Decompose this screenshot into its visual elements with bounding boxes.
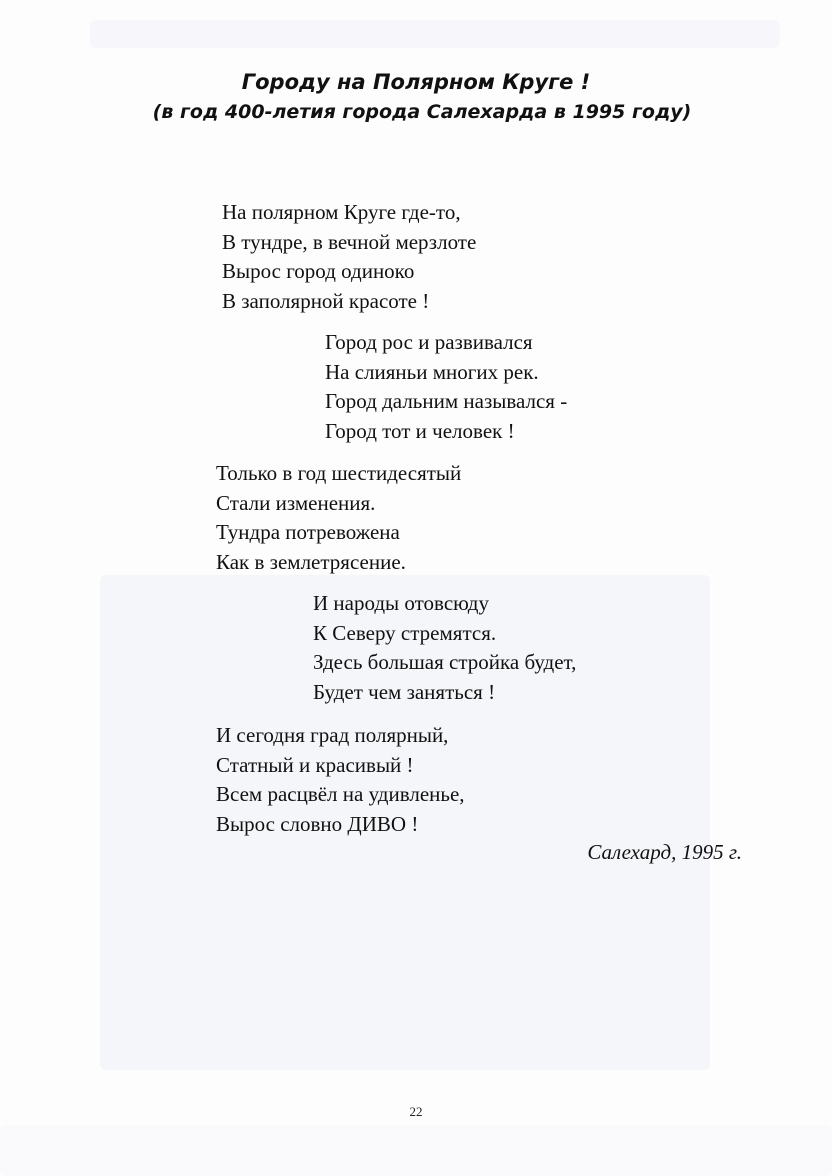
stanza [325,328,567,446]
poem-line: Всем расцвёл на удивленье, [216,782,465,806]
scan-shadow [90,20,780,48]
poem-subtitle: (в год 400-летия города Салехарда в 1995 году) [152,101,692,123]
poem-line: И народы отовсюду [313,591,489,615]
poem-line: Будет чем заняться ! [313,679,496,704]
poem-line: Вырос словно ДИВО ! [216,811,419,836]
stanza [216,459,461,577]
poem-line: Тундра потревожена [216,520,400,544]
poem-line: Стали изменения. [216,490,376,515]
poem-line: Город тот и человек ! [325,418,515,443]
page-number: 22 [409,1104,423,1119]
poem-line: Город дальним назывался - [325,389,568,413]
stanza [313,589,576,707]
poem-line: Как в землетрясение. [216,549,406,574]
poem-line: На слияньи многих рек. [325,359,539,384]
poem-line: Здесь большая стройка будет, [313,650,577,674]
scan-shadow [0,1125,832,1176]
stanza [222,198,476,316]
poem-line: В тундре, в вечной мерзлоте [222,229,477,254]
poem-line: Город рос и развивался [325,330,533,354]
signature: Салехард, 1995 г. [587,840,742,864]
poem-line: Статный и красивый ! [216,752,414,777]
poem-line: В заполярной красоте ! [222,288,430,313]
poem-line: Только в год шестидесятый [216,461,462,485]
stanza [216,721,465,839]
poem-line: На полярном Круге где-то, [222,200,461,224]
poem-line: Вырос город одиноко [222,259,415,283]
poem-line: К Северу стремятся. [313,620,497,645]
poem-line: И сегодня град полярный, [216,723,449,747]
poem-title: Городу на Полярном Круге ! [241,70,591,94]
